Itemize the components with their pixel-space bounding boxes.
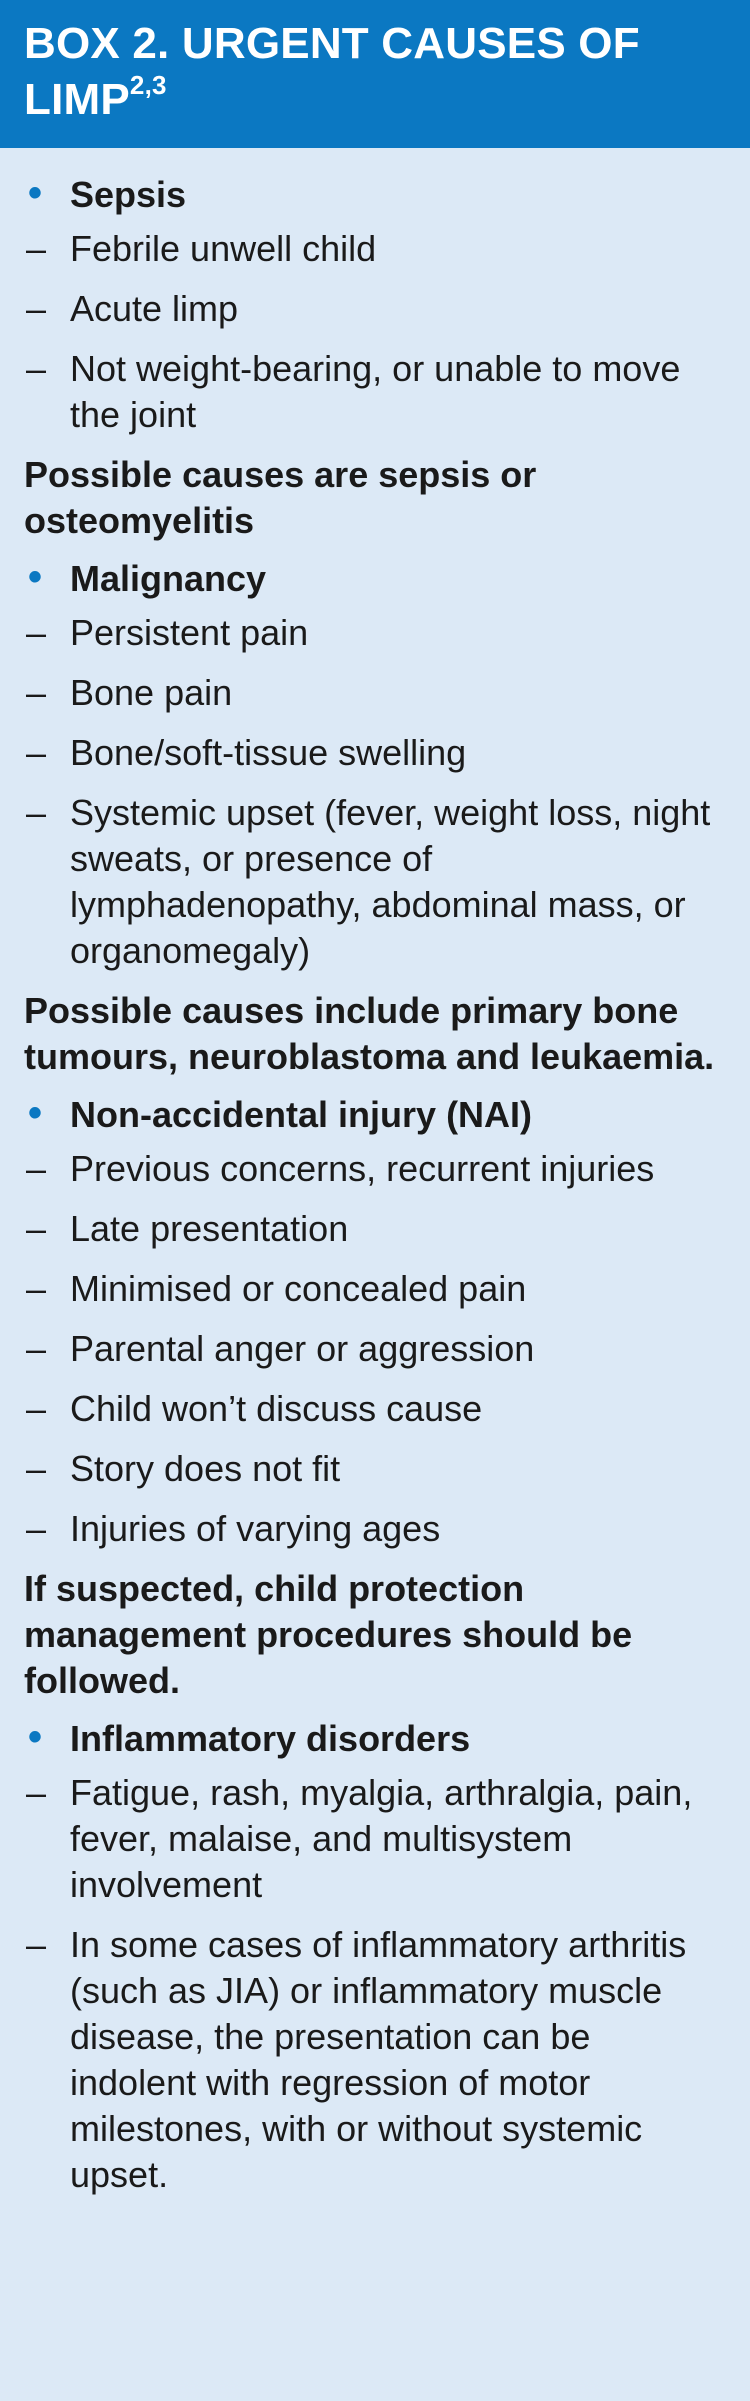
dash-icon: – — [26, 1208, 47, 1249]
list-item — [24, 1206, 724, 1266]
list-item — [24, 670, 724, 730]
list-item-text: Child won’t discuss cause — [70, 1388, 483, 1429]
list-item-text: Late presentation — [70, 1208, 349, 1249]
list-item — [24, 1446, 724, 1506]
section-heading-text: Sepsis — [70, 174, 187, 215]
dash-icon: – — [26, 1328, 47, 1369]
list-item-text: Fatigue, rash, myalgia, arthralgia, pain, fever, malaise, and multisystem involvement — [70, 1772, 693, 1905]
dash-icon: – — [26, 348, 47, 389]
dash-icon: – — [26, 228, 47, 269]
dash-icon: – — [26, 792, 47, 833]
list-item-text: In some cases of inflammatory arthritis (such as JIA) or inflammatory muscle disease, the presentation can be indolent with regression of motor milestones, with or without systemic upset. — [70, 1924, 687, 2195]
section-heading — [24, 1090, 724, 1146]
list-item-text: Parental anger or aggression — [70, 1328, 535, 1369]
list-item-text: Injuries of varying ages — [70, 1508, 441, 1549]
dash-icon: – — [26, 612, 47, 653]
list-item — [24, 1146, 724, 1206]
list-item — [24, 1922, 724, 2212]
section-note: Possible causes are sepsis or osteomyelitis — [24, 454, 537, 541]
section-heading — [24, 170, 724, 226]
section-heading — [24, 554, 724, 610]
dash-icon: – — [26, 1924, 47, 1965]
bullet-icon: • — [28, 1715, 43, 1759]
list-item-text: Story does not fit — [70, 1448, 341, 1489]
section-heading-text: Malignancy — [70, 558, 267, 599]
section-heading — [24, 1714, 724, 1770]
list-item — [24, 610, 724, 670]
dash-icon: – — [26, 1148, 47, 1189]
list-item-text: Minimised or concealed pain — [70, 1268, 527, 1309]
bullet-icon: • — [28, 555, 43, 599]
list-item — [24, 1506, 724, 1566]
list-item-text: Not weight-bearing, or unable to move the joint — [70, 348, 681, 435]
list-item — [24, 1326, 724, 1386]
list-item-text: Previous concerns, recurrent injuries — [70, 1148, 655, 1189]
section-heading-text: Inflammatory disorders — [70, 1718, 471, 1759]
list-item — [24, 1266, 724, 1326]
dash-icon: – — [26, 1448, 47, 1489]
bullet-icon: • — [28, 1091, 43, 1135]
list-item-text: Febrile unwell child — [70, 228, 377, 269]
list-item — [24, 346, 724, 452]
list-item-text: Acute limp — [70, 288, 239, 329]
list-item-text: Systemic upset (fever, weight loss, night sweats, or presence of lymphadenopathy, abdominal mass, or organomegaly) — [70, 792, 711, 971]
list-item-text: Persistent pain — [70, 612, 309, 653]
list-item — [24, 730, 724, 790]
dash-icon: – — [26, 1772, 47, 1813]
section-note: If suspected, child protection management procedures should be followed. — [24, 1568, 633, 1701]
dash-icon: – — [26, 1268, 47, 1309]
section-note: Possible causes include primary bone tumours, neuroblastoma and leukaemia. — [24, 990, 715, 1077]
bullet-icon: • — [28, 171, 43, 215]
list-item — [24, 1386, 724, 1446]
dash-icon: – — [26, 288, 47, 329]
box-header — [0, 0, 750, 148]
dash-icon: – — [26, 1508, 47, 1549]
box-title-superscript: 2,3 — [129, 70, 167, 101]
box-content — [0, 148, 750, 2212]
list-item — [24, 226, 724, 286]
dash-icon: – — [26, 1388, 47, 1429]
list-item — [24, 1770, 724, 1922]
dash-icon: – — [26, 732, 47, 773]
dash-icon: – — [26, 672, 47, 713]
list-item — [24, 790, 724, 988]
list-item-text: Bone/soft-tissue swelling — [70, 732, 467, 773]
section-heading-text: Non-accidental injury (NAI) — [70, 1094, 533, 1135]
list-item-text: Bone pain — [70, 672, 233, 713]
list-item — [24, 286, 724, 346]
box-title: BOX 2. URGENT CAUSES OF LIMP — [24, 19, 640, 124]
